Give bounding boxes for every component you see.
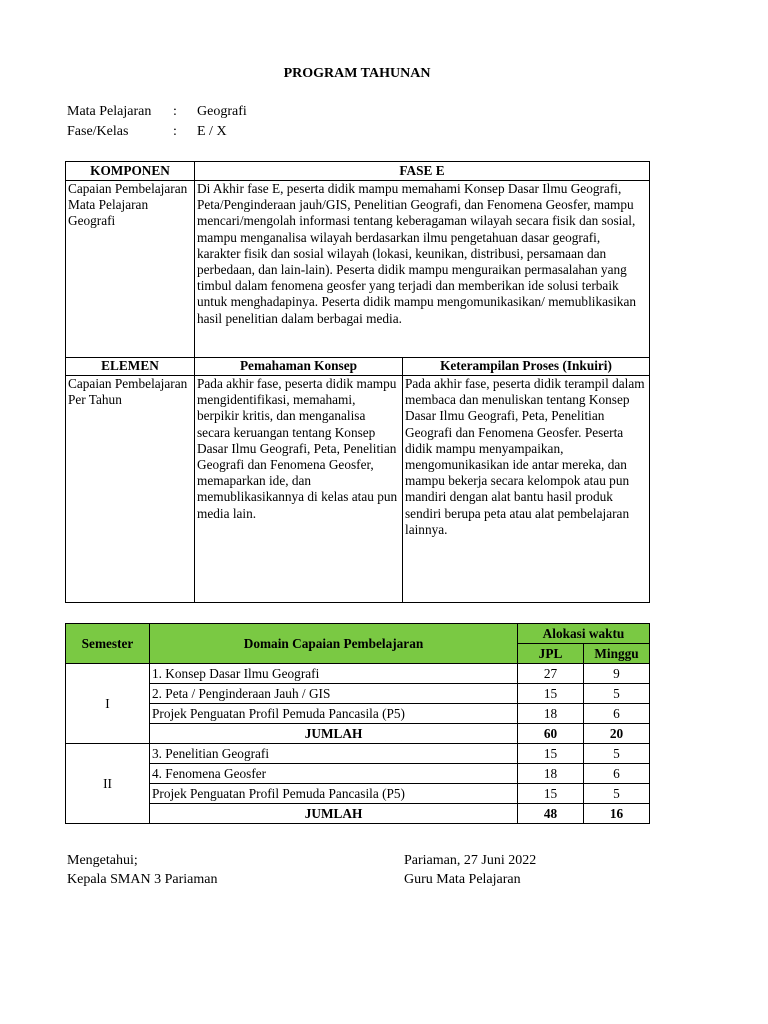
header-komponen: KOMPONEN (66, 162, 195, 181)
signature-left-line1: Mengetahui; (67, 853, 138, 868)
meta-label: Mata Pelajaran (67, 104, 152, 119)
cpt-label: Capaian Pembelajaran Per Tahun (66, 376, 195, 603)
table-row (66, 784, 650, 804)
header-alokasi: Alokasi waktu (518, 624, 650, 644)
semester-cell: I (66, 664, 150, 744)
jpl-cell: 15 (518, 784, 584, 804)
fase-table (65, 161, 650, 603)
semester-cell: II (66, 744, 150, 824)
jpl-cell: 15 (518, 744, 584, 764)
page-title: PROGRAM TAHUNAN (283, 66, 431, 81)
domain-cell: 3. Penelitian Geografi (150, 744, 518, 764)
minggu-cell: 5 (584, 744, 650, 764)
signature-right (404, 851, 536, 889)
minggu-cell: 6 (584, 704, 650, 724)
pemahaman-text: Pada akhir fase, peserta didik mampu mengidentifikasi, memahami, berpikir kritis, dan menganalisa secara keruangan tentang Konsep Dasar Ilmu Geografi, Peta, Penelitian Geografi dan Fenomena Geosfer, memaparkan ide, dan memublikasikannya di kelas atau pun media lain. (195, 376, 403, 603)
header-fase: FASE E (195, 162, 650, 181)
minggu-cell: 5 (584, 784, 650, 804)
signature-right-line1: Pariaman, 27 Juni 2022 (404, 853, 537, 868)
jpl-cell: 18 (518, 704, 584, 724)
domain-cell: Projek Penguatan Profil Pemuda Pancasila (P5) (150, 784, 518, 804)
meta-value: E / X (197, 124, 227, 139)
minggu-cell: 9 (584, 664, 650, 684)
table-row (66, 764, 650, 784)
signature-left (67, 851, 217, 889)
domain-cell: Projek Penguatan Profil Pemuda Pancasila (P5) (150, 704, 518, 724)
cp-label: Capaian Pembelajaran Mata Pelajaran Geografi (66, 181, 195, 358)
table-row (66, 744, 650, 764)
header-keterampilan: Keterampilan Proses (Inkuiri) (403, 358, 650, 376)
alokasi-table (65, 623, 650, 824)
domain-cell: 2. Peta / Penginderaan Jauh / GIS (150, 684, 518, 704)
table-row-total (66, 804, 650, 824)
header-domain: Domain Capaian Pembelajaran (150, 624, 518, 664)
total-minggu: 16 (584, 804, 650, 824)
table-row (66, 664, 650, 684)
keterampilan-text: Pada akhir fase, peserta didik terampil dalam membaca dan menuliskan tentang Konsep Dasar Ilmu Geografi, Peta, Penelitian Geografi dan Fenomena Geosfer. Peserta didik mampu menyampaikan, mengomunikasikan ide antar mereka, dan mampu bekerja secara kelompok atau pun mandiri dengan alat bantu hasil produk sendiri berupa peta atau alat pembelajaran lainnya. (403, 376, 650, 603)
jpl-cell: 18 (518, 764, 584, 784)
cp-text-content: Di Akhir fase E, peserta didik mampu memahami Konsep Dasar Ilmu Geografi, Peta/Penginderaan jauh/GIS, Penelitian Geografi, dan Fenomena Geosfer, mampu mencari/mengolah informasi tentang keberagaman wilayah secara fisik dan sosial, mampu menganalisa wilayah berdasarkan ilmu pengetahuan dasar geografi, karakter fisik dan sosial wilayah (lokasi, keunikan, distribusi, persamaan dan perbedaan, dan lain-lain). Peserta didik mampu menguraikan permasalahan yang timbul dalam fenomena geosfer yang terjadi dan memberikan ide solusi terbaik untuk menghadapinya. Peserta didik mampu mengomunikasikan/ memublikasikan hasil penelitian dalam berbagai media. (197, 181, 637, 326)
domain-cell: 4. Fenomena Geosfer (150, 764, 518, 784)
domain-cell: 1. Konsep Dasar Ilmu Geografi (150, 664, 518, 684)
meta-colon: : (173, 104, 177, 119)
header-semester: Semester (66, 624, 150, 664)
table-row-total (66, 724, 650, 744)
total-minggu: 20 (584, 724, 650, 744)
table-row (66, 684, 650, 704)
minggu-cell: 6 (584, 764, 650, 784)
signature-left-line2: Kepala SMAN 3 Pariaman (67, 872, 218, 887)
meta-label: Fase/Kelas (67, 124, 129, 139)
header-minggu: Minggu (584, 644, 650, 664)
signature-right-line2: Guru Mata Pelajaran (404, 872, 521, 887)
meta-value: Geografi (197, 104, 247, 119)
jpl-cell: 27 (518, 664, 584, 684)
total-label: JUMLAH (150, 724, 518, 744)
header-jpl: JPL (518, 644, 584, 664)
total-jpl: 60 (518, 724, 584, 744)
header-pemahaman: Pemahaman Konsep (195, 358, 403, 376)
minggu-cell: 5 (584, 684, 650, 704)
meta-colon: : (173, 124, 177, 139)
header-elemen: ELEMEN (66, 358, 195, 376)
cp-text (195, 181, 650, 358)
jpl-cell: 15 (518, 684, 584, 704)
total-jpl: 48 (518, 804, 584, 824)
table-row (66, 704, 650, 724)
total-label: JUMLAH (150, 804, 518, 824)
